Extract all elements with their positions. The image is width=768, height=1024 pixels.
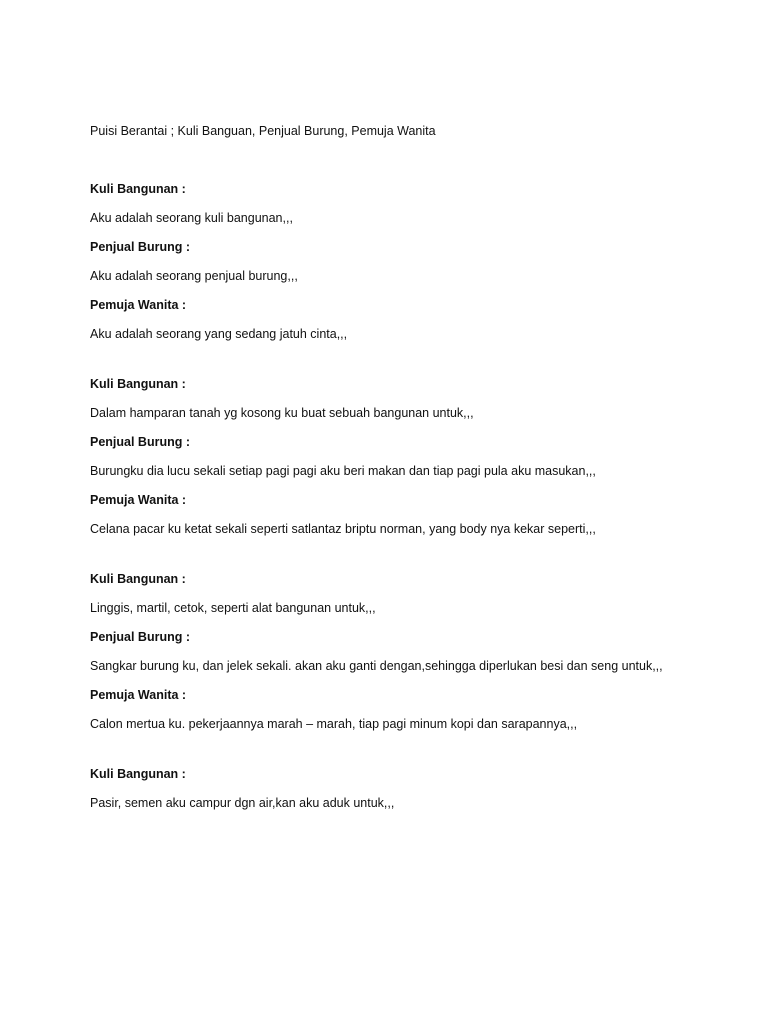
speaker-label: Kuli Bangunan :: [90, 572, 186, 586]
verse-line: Sangkar burung ku, dan jelek sekali. akan aku ganti dengan,sehingga diperlukan besi dan seng untuk,,,: [90, 659, 663, 673]
speaker-label: Kuli Bangunan :: [90, 182, 186, 196]
verse-entry: [90, 375, 750, 422]
verse-entry: [90, 765, 750, 812]
verse-line: Dalam hamparan tanah yg kosong ku buat sebuah bangunan untuk,,,: [90, 406, 474, 420]
verse-line: Celana pacar ku ketat sekali seperti satlantaz briptu norman, yang body nya kekar seperti,,,: [90, 522, 596, 536]
speaker-label: Pemuja Wanita :: [90, 688, 187, 702]
speaker-label: Penjual Burung :: [90, 630, 190, 644]
speaker-label: Penjual Burung :: [90, 240, 190, 254]
verse-entry: [90, 296, 750, 343]
speaker-label: Kuli Bangunan :: [90, 377, 186, 391]
poem-body: [90, 180, 750, 844]
stanza-1: [90, 180, 750, 343]
speaker-label: Kuli Bangunan :: [90, 767, 186, 781]
verse-line: Burungku dia lucu sekali setiap pagi pagi aku beri makan dan tiap pagi pula aku masukan,,,: [90, 464, 596, 478]
verse-line: Aku adalah seorang yang sedang jatuh cinta,,,: [90, 327, 348, 341]
speaker-label: Pemuja Wanita :: [90, 298, 187, 312]
verse-entry: [90, 180, 750, 227]
verse-entry: [90, 686, 750, 733]
verse-line: Pasir, semen aku campur dgn air,kan aku aduk untuk,,,: [90, 796, 395, 810]
speaker-label: Pemuja Wanita :: [90, 493, 187, 507]
verse-line: Linggis, martil, cetok, seperti alat bangunan untuk,,,: [90, 601, 376, 615]
verse-line: Calon mertua ku. pekerjaannya marah – marah, tiap pagi minum kopi dan sarapannya,,,: [90, 717, 578, 731]
stanza-2: [90, 375, 750, 538]
verse-entry: [90, 491, 750, 538]
speaker-label: Penjual Burung :: [90, 435, 190, 449]
document-title: Puisi Berantai ; Kuli Banguan, Penjual Burung, Pemuja Wanita: [90, 124, 436, 138]
verse-line: Aku adalah seorang kuli bangunan,,,: [90, 211, 293, 225]
verse-entry: [90, 433, 750, 480]
verse-entry: [90, 238, 750, 285]
verse-line: Aku adalah seorang penjual burung,,,: [90, 269, 298, 283]
stanza-4: [90, 765, 750, 812]
verse-entry: [90, 628, 750, 675]
stanza-3: [90, 570, 750, 733]
verse-entry: [90, 570, 750, 617]
